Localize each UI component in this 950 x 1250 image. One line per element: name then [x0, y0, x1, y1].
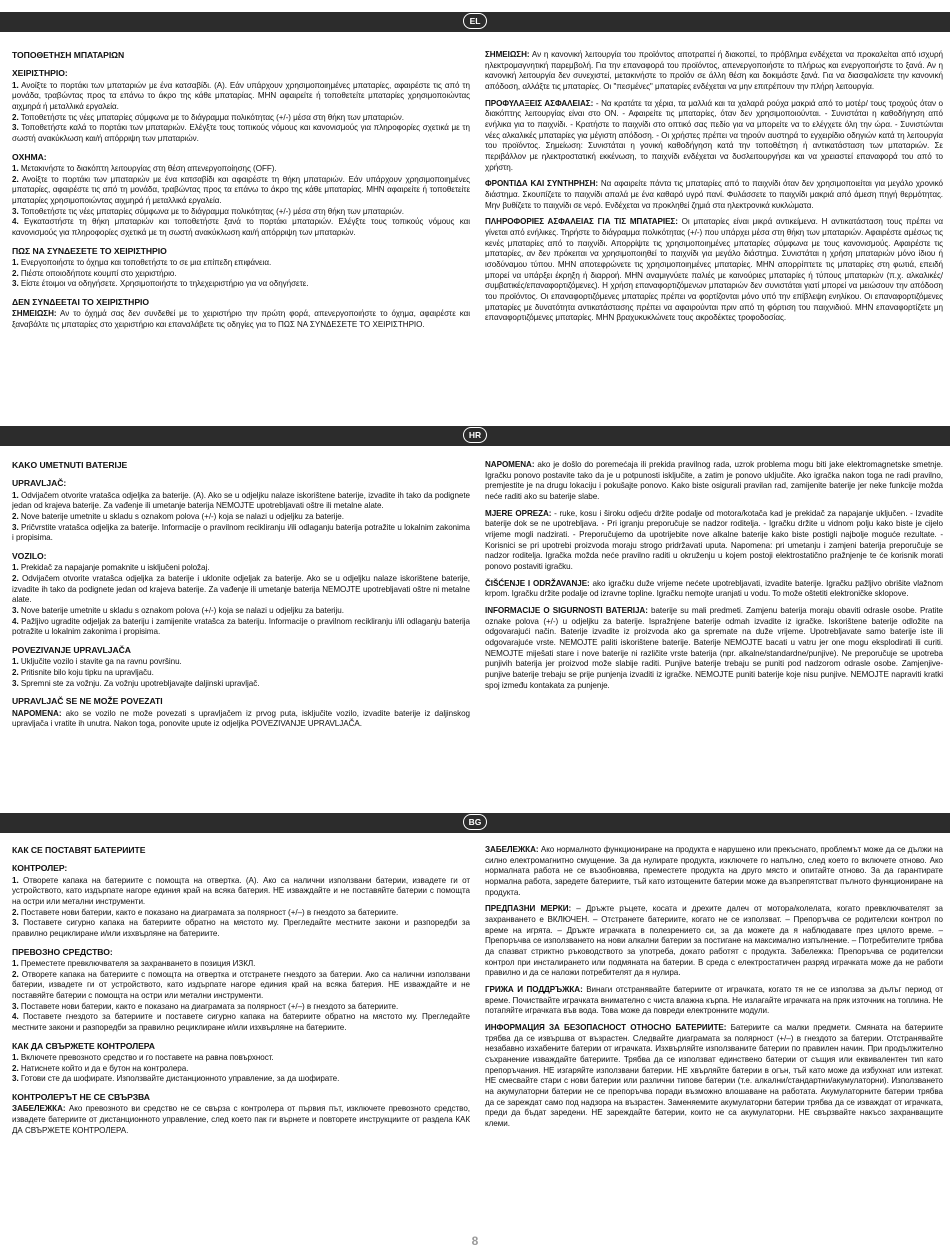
notice-paragraph — [485, 509, 943, 573]
step-text: Pažljivo ugradite odjeljak za bateriju i zamijenite vratašca za bateriju. Informacije o pravilnom recikliranju i/ili odlaganju baterija potražite u lokalnim zakonima i propisima. — [12, 616, 470, 637]
notice-text: ako je došlo do poremećaja ili prekida pravilnog rada, uzrok problema mogu biti jake elektromagnetske smetnje. Igračku ponovo postavite tako da je u potpunosti isključite, a zatim je ponovo uključite. Ako igračka nakon toga ne radi pravilno, premjestite je na drugu lokaciju i pokušajte ponovo. Kako biste osigurali pravilan rad, zamijenite baterije jer neke funkcije možda neće raditi ako su baterije slabe. — [485, 460, 943, 502]
notice-label: ΠΡΟΦΥΛΑΞΕΙΣ ΑΣΦΑΛΕΙΑΣ: — [485, 98, 594, 108]
notice-paragraph — [485, 179, 943, 211]
step-number: 2. — [12, 907, 19, 917]
instruction-step — [12, 207, 470, 218]
subsection-heading: ΠΩΣ ΝΑ ΣΥΝΔΕΣΕΤΕ ΤΟ ΧΕΙΡΙΣΤΗΡΙΟ — [12, 245, 167, 256]
step-number: 3. — [12, 279, 19, 289]
step-number: 2. — [12, 512, 19, 522]
notice-text: - ruke, kosu i široku odjeću držite podalje od motora/kotača kad je prekidač za napajanje uključen. - Izvadite baterije dok se ne upotrebljava. - Pri igranju preporučuje se nadzor roditelja. - Igračku držite u vidnom polju kako biste je cijelo vrijeme mogli nadzirati. - Preporučujemo da upotrijebite nove alkalne baterije kako biste postigli najbolje moguće rezultate. - Korisnici se pri upotrebi proizvoda moraju strogo pridržavati uputa. Napomena: pri umetanju i zamjeni baterija preporučuje se nadzor roditelja. Igračka možda neće pravilno raditi u okruženju u kojem postoji elektrostatično pražnjenje te će korisnik morati ponovo postaviti igračku. — [485, 508, 943, 572]
notice-label: ΣΗΜΕΙΩΣΗ: — [485, 50, 530, 59]
step-text: Πιέστε οποιοδήποτε κουμπί στο χειριστήριο. — [18, 268, 177, 278]
step-number: 3. — [12, 678, 19, 688]
language-badge-bg: BG — [463, 814, 487, 830]
notice-text: - Να κρατάτε τα χέρια, τα μαλλιά και τα χαλαρά ρούχα μακριά από το μοτέρ/ τους τροχούς όταν ο διακόπτης λειτουργίας είναι στο ΟΝ. - Αφαιρείτε τις μπαταρίες, όταν δεν χρησιμοποιούνται. - Συνιστάται η καθοδήγηση από ενήλικα για το παιχνίδι. - Κρατήστε το παιχνίδι στο οπτικό σας πεδίο για να μπορείτε να το ελέγχετε όλη την ώρα. - Συνιστώνται νέες αλκαλικές μπαταρίες για μέγιστη απόδοση. - Οι χρήστες πρέπει να τηρούν αυστηρά το εγχειρίδιο οδηγιών κατά τη λειτουργία του προϊόντος. Σημείωση: Συνιστάται η γονική καθοδήγηση κατά την τοποθέτηση ή αντικατάσταση των μπαταριών. Σε περιβάλλον με ηλεκτροστατική εκκένωση, το παιχνίδι ενδέχεται να δυσλειτουργήσει και να χρειαστεί επαναφορά του από το χρήστη. — [485, 98, 943, 172]
instruction-step — [12, 491, 470, 512]
instruction-step — [12, 908, 470, 919]
instruction-step — [12, 668, 470, 679]
step-number: 4. — [12, 616, 19, 626]
notice-paragraph — [485, 904, 943, 979]
step-text: ako se vozilo ne može povezati s upravljačem iz prvog puta, isključite vozilo, izvadite baterije iz daljinskog upravljača i vratite ih unutra. Nakon toga, ponovite upute iz odjeljka POVEZIVANJE UPRAVLJAČA. — [12, 708, 470, 729]
notice-paragraph — [485, 985, 943, 1017]
notice-text: ako igračku duže vrijeme nećete upotrebljavati, izvadite baterije. Igračku pažljivo obrišite vlažnom krpom. Igračku držite podalje od izravne topline. Igračku nemojte uranjati u vodu. To može oštetiti elektroničke sklopove. — [485, 578, 943, 599]
section-title: ΤΟΠΟΘΕΤΗΣΗ ΜΠΑΤΑΡΙΩΝ — [12, 50, 125, 60]
step-text: Εγκαταστήστε τη θήκη μπαταριών και τοποθετήστε ξανά το πορτάκι μπαταριών. Ελέγξτε τους τοπικούς νόμους και κανονισμούς για πληροφορίες σχετικά με τη σωστή ανακύκλωση και/ή απόρριψη των μπαταριών. — [12, 217, 470, 238]
step-number: 1. — [12, 657, 19, 667]
instruction-step — [12, 970, 470, 1002]
step-text: Pričvrstite vratašca odjeljka za baterije. Informacije o pravilnom recikliranju i/ili odlaganju baterija potražite u lokalnim zakonima i propisima. — [12, 522, 470, 543]
step-text: Ανοίξτε το πορτάκι των μπαταριών με ένα κατσαβίδι και αφαιρέστε τη θήκη μπαταριών. Εάν υπάρχουν χρησιμοποιημένες μπαταρίες, αφαιρέστε τις από τη μονάδα, τραβώντας προς τα επάνω το άκρο της κάθε μπαταρίας. ΜΗΝ αφαιρείτε ή τοποθετείτε μπαταρίες χρησιμοποιώντας αιχμηρά ή μεταλλικά εργαλεία. — [12, 174, 470, 206]
step-number: 3. — [12, 606, 19, 616]
instruction-step — [12, 113, 470, 124]
step-number: 1. — [12, 80, 19, 90]
instruction-step — [12, 1064, 470, 1075]
language-badge-el: EL — [463, 13, 487, 29]
instruction-step — [12, 1002, 470, 1013]
step-number: 3. — [12, 206, 19, 216]
subsection-heading: ΧΕΙΡΙΣΤΗΡΙΟ: — [12, 68, 68, 79]
notice-label: ИНФОРМАЦИЯ ЗА БЕЗОПАСНОСТ ОТНОСНО БАТЕРИИТЕ: — [485, 1023, 727, 1033]
instruction-block — [12, 246, 470, 290]
notice-label: ΠΛΗΡΟΦΟΡΙΕΣ ΑΣΦΑΛΕΙΑΣ ΓΙΑ ΤΙΣ ΜΠΑΤΑΡΙΕΣ: — [485, 217, 678, 227]
step-text: Отворете капака на батериите с помощта на отвертка и отстранете гнездото за батерии. Ако са налични използвани батерии, извадете ги от устройството, като издърпате нагоре единия край на всяка батерия. НЕ изваждайте и не поставяйте батерии с помощта на остри или метални инструменти. — [12, 969, 470, 1001]
instruction-step — [12, 617, 470, 638]
step-number: 2. — [12, 174, 19, 184]
instruction-step — [12, 523, 470, 544]
step-text: Nove baterije umetnite u skladu s oznakom polova (+/-) koja se nalazi u odjeljku za baterije. — [18, 512, 344, 522]
notice-text: Οι μπαταρίες είναι μικρά αντικείμενα. Η αντικατάσταση τους πρέπει να γίνεται από ενήλικες. Τηρήστε το διάγραμμα πολικότητας (+/-) που υπάρχει μέσα στη θήκη των μπαταριών. Αφαιρέστε αμέσως τις κενές μπαταρίες από το παιχνίδι. Απορρίψτε τις χρησιμοποιημένες μπαταρίες σύμφωνα με τους κανονισμούς. Αφαιρέστε τις μπαταρίες, αν δεν πρόκειται να χρησιμοποιηθεί το παιχνίδι για μεγάλο διάστημα. Συνιστάται η χρήση μπαταριών μόνο ίδιου ή ισοδύναμου τύπου. ΜΗΝ αποτεφρώνετε τις χρησιμοποιημένες μπαταρίες. ΜΗΝ απορρίπτετε τις μπαταρίες στη φωτιά, επειδή μπορεί να υπάρξει έκρηξη ή διαρροή. ΜΗΝ αναμιγνύετε παλιές με καινούριες μπαταρίες ή τύπους μπαταριών (π.χ. αλκαλικές/συμβατικές/επαναφορτιζόμενες). Η χρήση επαναφορτιζόμενων μπαταριών δεν συνιστάται γιατί μπορεί να μειώσουν την απόδοση του προϊόντος. Οι επαναφορτιζόμενες μπαταρίες πρέπει να φορτίζονται μόνο υπό την επίβλεψη ενηλίκου. Οι επαναφορτιζόμενες μπαταρίες με δυνατότητα αντικατάστασης πρέπει να αφαιρούνται πριν από τη φόρτιση του παιχνιδιού. ΜΗΝ επαναφορτίζετε μη επαναφορτιζόμενες μπαταρίες. ΜΗΝ βραχυκυκλώνετε τους ακροδέκτες τροφοδοσίας. — [485, 217, 943, 323]
instruction-step — [12, 606, 470, 617]
section-header-band-el — [0, 12, 950, 32]
step-text: Отворете капака на батериите с помощта на отвертка. (А). Ако са налични използвани батерии, извадете ги от устройството, като издърпате нагоре единия край на всяка батерия. НЕ изваждайте и не поставяйте батерии с помощта на остри или метални инструменти. — [12, 875, 470, 907]
instruction-step — [12, 657, 470, 668]
step-text: Pritisnite bilo koju tipku na upravljaču. — [18, 668, 154, 678]
step-text: Ако превозното ви средство не се свърза с контролера от първия път, изключете превозното средство, извадете батериите от дистанционното управление, след което пак ги върнете и повторете инструкциите от раздела КАК ДА СВЪРЖЕТЕ КОНТРОЛЕРА. — [12, 1104, 470, 1135]
step-number: NAPOMENA: — [12, 708, 62, 718]
section-header-band-bg — [0, 813, 950, 833]
step-number: 2. — [12, 112, 19, 122]
hr-left-column — [12, 460, 470, 800]
step-text: Odvijačem otvorite vratašca odjeljka za baterije i uklonite odjeljak za baterije. Ako se u odjeljku nalaze iskorištene baterije, izvadite ih tako da podignete jedan od krajeva baterije. Za vađenje ili umetanje baterija NEMOJTE upotrebljavati oštre ni metalne alate. — [12, 574, 470, 605]
step-number: 2. — [12, 268, 19, 278]
instruction-step — [12, 1012, 470, 1033]
step-text: Включете превозното средство и го поставете на равна повърхност. — [18, 1053, 274, 1063]
step-number: 2. — [12, 574, 19, 584]
notice-paragraph — [485, 606, 943, 691]
instruction-block — [12, 947, 470, 1034]
section-title: KAKO UMETNUTI BATERIJE — [12, 460, 128, 470]
instruction-block — [12, 863, 470, 939]
notice-label: INFORMACIJE O SIGURNOSTI BATERIJA: — [485, 606, 648, 616]
step-number: 1. — [12, 875, 19, 885]
step-text: Ενεργοποιήστε το όχημα και τοποθετήστε το σε μια επίπεδη επιφάνεια. — [18, 258, 272, 268]
step-text: Τοποθετήστε τις νέες μπαταρίες σύμφωνα με το διάγραμμα πολικότητας (+/-) μέσα στη θήκη των μπαταριών. — [18, 112, 404, 122]
step-text: Prekidač za napajanje pomaknite u isključeni položaj. — [18, 563, 210, 573]
notice-paragraph — [485, 845, 943, 898]
notice-text: Να αφαιρείτε πάντα τις μπαταρίες από το παιχνίδι όταν δεν χρησιμοποιείται για μεγάλο χρονικό διάστημα. Σκουπίζετε το παιχνίδι απαλά με ένα καθαρό υγρό πανί. Φυλάσσετε το παιχνίδι μακριά από άμεση πηγή θερμότητας. Μην βυθίζετε το παιχνίδι σε νερό. Ενδέχεται να προκληθεί ζημιά στα ηλεκτρονικά κυκλώματα. — [485, 179, 943, 210]
subsection-heading: UPRAVLJAČ: — [12, 478, 67, 489]
step-text: Uključite vozilo i stavite ga na ravnu površinu. — [18, 657, 182, 667]
subsection-heading: POVEZIVANJE UPRAVLJAČA — [12, 645, 131, 656]
step-text: Odvijačem otvorite vratašca odjeljka za baterije. (A). Ako se u odjeljku nalaze iskorištene baterije, izvadite ih tako da podignete jedan od krajeva baterije. Za vađenje ili umetanje baterija NEMOJTE upotrebljavati oštre ili metalne alate. — [12, 490, 470, 511]
instruction-block — [12, 1041, 470, 1085]
notice-paragraph — [485, 1023, 943, 1130]
notice-label: NAPOMENA: — [485, 460, 535, 469]
el-left-column — [12, 50, 470, 420]
instruction-step — [12, 269, 470, 280]
step-number: 2. — [12, 969, 19, 979]
step-text: Αν το όχημά σας δεν συνδεθεί με το χειριστήριο την πρώτη φορά, απενεργοποιήστε το όχημα, αφαιρέστε και ξαναβάλτε τις μπαταρίες στο χειριστήριο και επαναλάβετε τις οδηγίες για το ΠΩΣ ΝΑ ΣΥΝΔΕΣΕΤΕ ΤΟ ΧΕΙΡΙΣΤΗΡΙΟ. — [12, 309, 470, 330]
notice-paragraph — [485, 579, 943, 600]
step-number: 3. — [12, 522, 19, 532]
step-number: 1. — [12, 1053, 19, 1063]
instruction-step — [12, 574, 470, 606]
step-number: 1. — [12, 164, 19, 174]
instruction-step — [12, 175, 470, 207]
step-text: Готови сте да шофирате. Използвайте дистанционното управление, за да шофирате. — [18, 1074, 340, 1084]
step-text: Поставете сигурно капака на батериите обратно на мястото му. Прегледайте местните закони и разпоредби за правилно рециклиране и/или изхвърляне на батериите. — [12, 918, 470, 939]
step-number: ЗАБЕЛЕЖКА: — [12, 1104, 66, 1114]
instruction-step — [12, 217, 470, 238]
subsection-heading: КАК ДА СВЪРЖЕТЕ КОНТРОЛЕРА — [12, 1040, 155, 1051]
instruction-block — [12, 1092, 470, 1136]
subsection-heading: ПРЕВОЗНО СРЕДСТВО: — [12, 946, 113, 957]
step-text: Натиснете който и да е бутон на контролера. — [18, 1063, 189, 1073]
instruction-block — [12, 478, 470, 544]
instruction-block — [12, 696, 470, 730]
notice-label: ГРИЖА И ПОДДРЪЖКА: — [485, 985, 583, 995]
instruction-step — [12, 512, 470, 523]
instruction-block — [12, 152, 470, 239]
instruction-block — [12, 68, 470, 144]
step-number: 1. — [12, 490, 19, 500]
step-text: Τοποθετήστε καλά το πορτάκι των μπαταριών. Ελέγξτε τους τοπικούς νόμους και κανονισμούς για πληροφορίες σχετικά με τη σωστή ανακύκλωση και/ή απόρριψη των μπαταριών. — [12, 123, 470, 144]
step-text: Nove baterije umetnite u skladu s oznakom polova (+/-) koja se nalazi u odjeljku za bateriju. — [18, 606, 344, 616]
step-number: 1. — [12, 959, 19, 969]
step-number: 2. — [12, 1063, 19, 1073]
notice-text: baterije su mali predmeti. Zamjenu baterija moraju obaviti odrasle osobe. Pratite oznake polova (+/-) u odjeljku za baterije. Ispražnjene baterije odmah izvadite iz igračke. Iskorištene baterije odložite na odgovarajući način. Baterije izvadite iz proizvoda ako ga spremate na duže vrijeme. Upotrebljavate samo baterije iste ili odgovarajuće vrste. NEMOJTE paliti iskorištene baterije. Baterije NEMOJTE bacati u vatru jer one mogu eksplodirati ili curiti. NEMOJTE miješati stare i nove baterije ni različite vrste baterija (npr. alkalne/standardne/punjive). Ne preporučuje se upotreba punjivih baterija jer proizvod može slabije raditi. Punjive baterije trebaju se puniti pod nadzorom odrasle osobe. Zamjenjive-punjive baterije trebaju se prije punjenja izvaditi iz igračke. NEMOJTE puniti baterije koje nisu punjive. NEMOJTE napraviti kratki spoj između kontakata za punjenje. — [485, 606, 943, 690]
instruction-step — [12, 1053, 470, 1064]
notice-paragraph — [485, 460, 943, 503]
instruction-step — [12, 81, 470, 113]
step-number: ΣΗΜΕΙΩΣΗ: — [12, 309, 57, 319]
step-text: Τοποθετήστε τις νέες μπαταρίες σύμφωνα με το διάγραμμα πολικότητας (+/-) μέσα στη θήκη των μπαταριών. — [18, 206, 404, 216]
notice-text: Ако нормалното функциониране на продукта е нарушено или прекъснато, проблемът може да се дължи на силно електромагнитно смущение. За да нулирате продукта, изключете го напълно, след което го включете отново. Ако нормалната работа не се възобновява, преместете продукта на друго място и опитайте отново. За да гарантирате нормална работа, заредете батериите, тъй като изтощените батерии може да възпрепятстват пълното функциониране на продукта. — [485, 845, 943, 897]
notice-text: Батериите са малки предмети. Смяната на батериите трябва да се извършва от възрастен. Следвайте диаграмата за полярност (+/–) в гнездото за батерии. Отстранявайте незабавно изхабените батерии от играчката. Изхвърляйте използваните батерии по правилен начин. При продължително съхранение изваждайте батериите. Трябва да се използват единствено батерии от същия или еквивалентен тип като препоръчания. НЕ изгаряйте използвани батерии. НЕ хвърляйте батерии в огън, тъй като може да избухнат или изтекат. НЕ смесвайте стари с нови батерии или различни типове батерии (т.е. алкални/стандартни/акумулаторни). Използването на акумулаторни батерии не се препоръчва поради възможно влошаване на работата. Акумулаторните батерии трябва да се зареждат само под надзора на възрастен. Заменяемите акумулаторни батерии трябва да се изваждат от играчката, преди да бъдат заредени. НЕ зареждайте батерии, които не са акумулаторни. НЕ свързвайте накъсо захранващите клеми. — [485, 1023, 943, 1129]
step-number: 1. — [12, 258, 19, 268]
instruction-step — [12, 258, 470, 269]
instruction-step — [12, 709, 470, 730]
step-number: 4. — [12, 1012, 19, 1022]
instruction-step — [12, 1074, 470, 1085]
instruction-step — [12, 279, 470, 290]
instruction-step — [12, 876, 470, 908]
notice-label: ПРЕДПАЗНИ МЕРКИ: — [485, 904, 572, 914]
bg-left-column — [12, 845, 470, 1225]
instruction-step — [12, 563, 470, 574]
section-header-band-hr — [0, 426, 950, 446]
subsection-heading: UPRAVLJAČ SE NE MOŽE POVEZATI — [12, 696, 163, 707]
step-number: 2. — [12, 668, 19, 678]
instruction-step — [12, 309, 470, 330]
page-number: 8 — [471, 1234, 479, 1248]
notice-label: ČIŠĆENJE I ODRŽAVANJE: — [485, 578, 590, 588]
step-number: 3. — [12, 1074, 19, 1084]
subsection-heading: ΔΕΝ ΣΥΝΔΕΕΤΑΙ ΤΟ ΧΕΙΡΙΣΤΗΡΙΟ — [12, 297, 149, 308]
notice-label: ΦΡΟΝΤΙΔΑ ΚΑΙ ΣΥΝΤΗΡΗΣΗ: — [485, 179, 599, 189]
step-number: 3. — [12, 123, 19, 133]
step-text: Ανοίξτε το πορτάκι των μπαταριών με ένα κατσαβίδι. (A). Εάν υπάρχουν χρησιμοποιημένες μπαταρίες, αφαιρέστε τις από τη μονάδα, τραβώντας προς τα επάνω το άκρο της κάθε μπαταρίας. ΜΗΝ αφαιρείτε ή τοποθετείτε μπαταρίες χρησιμοποιώντας αιχμηρά ή μεταλλικά εργαλεία. — [12, 80, 470, 112]
subsection-heading: ΟΧΗΜΑ: — [12, 151, 47, 162]
notice-paragraph — [485, 99, 943, 174]
notice-paragraph — [485, 217, 943, 324]
notice-text: Αν η κανονική λειτουργία του προϊόντος αποτραπεί ή διακοπεί, το πρόβλημα ενδέχεται να προκαλείται από ισχυρή ηλεκτρομαγνητική παρεμβολή. Για την επαναφορά του προϊόντος, απενεργοποιήστε το πλήρως και ενεργοποιήστε το ξανά. Αν η κανονική λειτουργία δεν συνεχιστεί, μετακινήστε το προϊόν σε άλλη θέση και δοκιμάστε ξανά. Για να διασφαλίσετε την κανονική απόδοση, αλλάξτε τις μπαταρίες. Οι "πεσμένες" μπαταρίες ενδέχεται να μην επιτρέπουν την πλήρη λειτουργία. — [485, 50, 943, 92]
step-text: Преместете превключвателя за захранването в позиция ИЗКЛ. — [18, 959, 256, 969]
bg-right-column — [485, 845, 943, 1225]
instruction-step — [12, 959, 470, 970]
step-text: Поставете нови батерии, както е показано на диаграмата за полярност (+/–) в гнездото за батериите. — [18, 1001, 399, 1011]
instruction-block — [12, 297, 470, 331]
instruction-block — [12, 645, 470, 689]
section-title: КАК СЕ ПОСТАВЯТ БАТЕРИИТЕ — [12, 845, 146, 855]
notice-text: Винаги отстранявайте батериите от играчката, когато тя не се използва за дълъг период от време. Почиствайте играчката внимателно с чиста влажна кърпа. Не излагайте играчката на пряк източник на топлина. Не потапяйте играчката във вода. Това може да повреди електронните модули. — [485, 985, 943, 1016]
instruction-step — [12, 679, 470, 690]
el-right-column — [485, 50, 943, 440]
step-text: Spremni ste za vožnju. Za vožnju upotrebljavajte daljinski upravljač. — [18, 678, 260, 688]
instruction-step — [12, 1104, 470, 1136]
step-number: 4. — [12, 217, 19, 227]
step-number: 3. — [12, 918, 19, 928]
step-text: Είστε έτοιμοι να οδηγήσετε. Χρησιμοποιήστε το τηλεχειριστήριο για να οδηγήσετε. — [18, 279, 309, 289]
hr-right-column — [485, 460, 943, 810]
instruction-step — [12, 123, 470, 144]
subsection-heading: VOZILO: — [12, 551, 47, 562]
instruction-block — [12, 551, 470, 638]
notice-text: – Дръжте ръцете, косата и дрехите далеч от мотора/колелата, когато превключвателят за захранването е ВКЛЮЧЕН. – Отстранете батериите, когато не се използват. – Препоръчва се родителски контрол по време на игрята. – Дръжте играчката в полезрението си, за да можете да я наблюдавате през цялото време. – Препоръчва се използването на нови алкални батерии за постигане на максимално изпълнение. – Потребителите трябва да спазват стриктно ръководството за употреба, докато работят с продукта. Забележка: Препоръчва се родителски контрол при инсталирането или подмяната на батерии. В среда с електростатичен разряд играчката може да не работи правилно и да се наложи потребителят да я нулира. — [485, 904, 943, 978]
language-badge-hr: HR — [463, 427, 487, 443]
subsection-heading: КОНТРОЛЕРЪТ НЕ СЕ СВЪРЗВА — [12, 1092, 150, 1103]
step-text: Μετακινήστε το διακόπτη λειτουργίας στη θέση απενεργοποίησης (OFF). — [18, 164, 277, 174]
notice-label: MJERE OPREZA: — [485, 508, 552, 518]
instruction-step — [12, 164, 470, 175]
notice-paragraph — [485, 50, 943, 93]
notice-label: ЗАБЕЛЕЖКА: — [485, 845, 539, 854]
step-number: 1. — [12, 563, 19, 573]
step-number: 3. — [12, 1001, 19, 1011]
subsection-heading: КОНТРОЛЕР: — [12, 863, 68, 874]
step-text: Поставете гнездото за батериите и поставете сигурно капака на батериите обратно на мястото му. Прегледайте местните закони и разпоредби за правилно рециклиране и/или изхвърляне на батериите. — [12, 1012, 470, 1033]
instruction-step — [12, 918, 470, 939]
step-text: Поставете нови батерии, както е показано на диаграмата за полярност (+/–) в гнездото за батериите. — [18, 907, 399, 917]
